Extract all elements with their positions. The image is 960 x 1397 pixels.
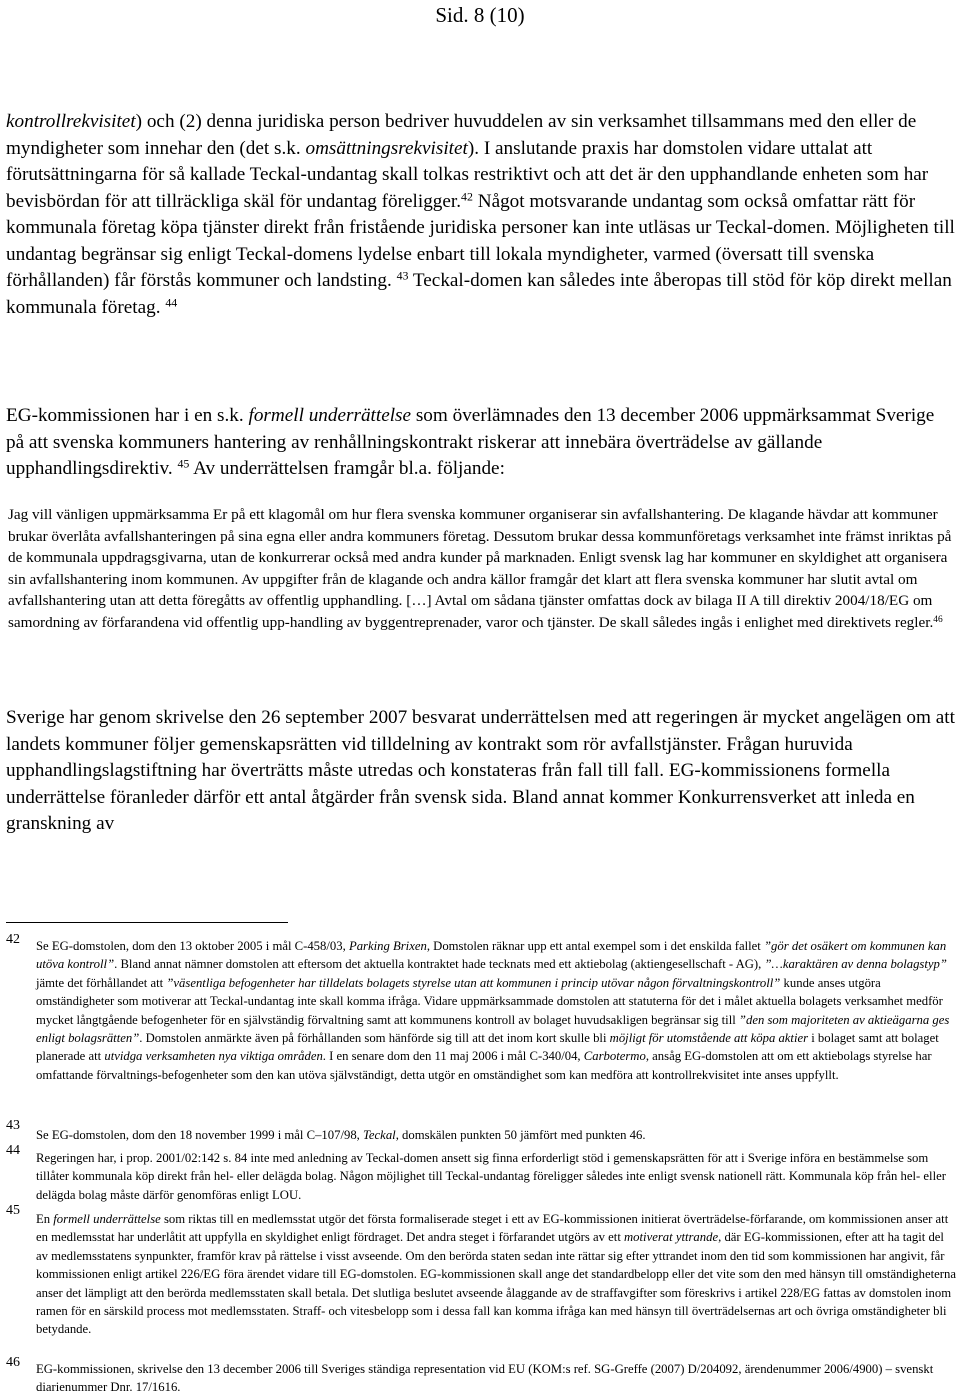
footnote-separator [6,922,288,923]
footnote-ref-42[interactable]: 42 [461,188,473,203]
block-quote: Jag vill vänligen uppmärksamma Er på ett klagomål om hur flera svenska kommuner organiserar sin avfallshantering. De klagande hävdar att kommuner brukar överlåta avfallshanteringen på sina egna eller andra kommuners företag. Dessutom brukar dessa kommunföretags verksamhet inte främst inriktas på de kommunala uppdragsgivarna, utan de konkurrerar också med andra kunder på marknaden. Enligt svensk lag har kommuner en skyldighet att organisera sin avfallshantering inom kommunen. Av uppgifter från de klagande och andra källor framgår det klart att flera svenska kommuner har slutit avtal om avfallshantering utan att detta föregåtts av offentlig upphandling. […] Avtal om sådana tjänster omfattas dock av bilaga II A till direktiv 2004/18/EG om samordning av förfarandena vid offentlig upp-handling av byggentreprenader, varor och tjänster. De skall således ingås i enlighet med direktivets regler.$^{46}$ [8,506,952,631]
paragraph-3: Sverige har genom skrivelse den 26 september 2007 besvarat underrättelsen med att regeringen är mycket angelägen om att landets kommuner följer gemenskapsrätten vid tilldelning av kontrakt som rör avfallstjänster. Frågan huruvida upphandlingslagstiftning har överträtts måste utredas och konstateras från fall till fall. EG-kommissionens formella underrättelse föranleder därför ett antal åtgärder från svensk sida. Bland annat kommer Konkurrensverket att inleda en granskning av [6,707,955,834]
page-number: Sid. 8 (10) [435,3,525,27]
footnote-42: Se EG-domstolen, dom den 13 oktober 2005 i mål C-458/03, Parking Brixen, Domstolen räknar upp ett antal exempel som i det enskilda fallet ”gör det osäkert om kommunen kan utöva kontroll”. Bland annat nämner domstolen att eftersom det aktuella kontraktet hade tecknats med ett aktiebolag (aktiengesellschaft - AG), ”…karaktären av denna bolagstyp” jämte det förhållandet att ”väsentliga befogenheter har tilldelats bolagets styrelse utan att kommunen i princip utövar någon förvaltningskontroll” kunde anses utgöra omständigheter som motiverar att Teckal-undantag inte skall komma ifråga. Vidare uppmärksammade domstolen att statuterna för det i målet aktuella bolagets verksamhet medför mycket långtgående befogenheter för en självständig förvaltning samt att kommunens kontroll av bolaget huvudsakligen begränsar sig till ”den som majoriteten av aktieägarna ges enligt bolagsrätten”. Domstolen anmärkte även på förhållanden som hänförde sig till att det inom kort skulle bli möjligt för utomstående att köpa aktier i bolaget samt att bolaget planerade att utvidga verksamheten nya viktiga områden. I en senare dom den 11 maj 2006 i mål C-340/04, Carbotermo, ansåg EG-domstolen att om ett aktiebolags styrelse har omfattande förvaltnings-befogenheter som den kan utöva självständigt, detta utgör en omständighet som kan medföra att kontrollrekvisitet inte anses uppfyllt. [36,939,950,1082]
footnote-45: En formell underrättelse som riktas till en medlemsstat utgör det första formaliserade steget i ett av EG-kommissionen initierat överträdelse-förfarande, om kommissionen anser att en medlemsstat har underlåtit att uppfylla en skyldighet enligt fördraget. Det andra steget i förfarandet utgörs av ett motiverat yttrande, där EG-kommissionen, efter att ha tagit del av medlemsstatens synpunkter, framför krav på rättelse i visst avseende. Om den berörda staten sedan inte rättar sig efter yttrandet inom den tid som kommissionen har angivit, får kommissionen enligt artikel 226/EG föra ärendet vidare till EG-domstolen. EG-kommissionen skall ange det standardbelopp eller det vite som den med hänsyn till omständigheterna anser det lämpligt att den berörda medlemsstaten skall betala. Det slutliga beslutet avseende ålaggande av de straffavgifter som föreskrivs i artikel 228/EG fattas av domstolen inom ramen för en särskild process mot medlemsstaten. Straff- och vitesbelopp som i dessa fall kan komma ifråga kan med hänsyn till överträdelsernas art och övriga omständigheter bli betydande. [36,1212,956,1337]
term-kontrollrekvisitet: kontrollrekvisitet [6,111,136,132]
footnote-44: Regeringen har, i prop. 2001/02:142 s. 84 inte med anledning av Teckal-domen ansett sig finna erforderligt stöd i gemenskapsrätten för att i Sverige införa en bestämmelse som tillåter kommunala köp direkt från hel- eller delägda bolag. Någon möjlighet till Teckal-undantag föreligger således inte enligt svensk nationell rätt. Kommunala köp från hel- eller delägda bolag måste därför genomföras enligt LOU. [36,1151,946,1202]
footnote-number-44: 44 [6,1143,20,1158]
footnote-ref-43[interactable]: 43 [396,268,409,283]
term-omsattningsrekvisitet: omsättningsrekvisitet [305,137,468,159]
footnote-number-46: 46 [6,1355,20,1370]
paragraph-2: EG-kommissionen har i en s.k. formell underrättelse som överlämnades den 13 december 2006 uppmärksammat Sverige på att svenska kommuners hantering av renhållningskontrakt riskerar att innebära överträdelse av gällande upphandlingsdirektiv. $^{45}$ Av underrättelsen framgår bl.a. följande: [6,405,935,479]
footnote-46: EG-kommissionen, skrivelse den 13 december 2006 till Sveriges ständiga representation vid EU (KOM:s ref. SG-Greffe (2007) D/204092, ärendenummer 2006/4900) – svenskt diarienummer Dnr. 17/1616. [36,1362,934,1395]
footnote-ref-44[interactable]: 44 [165,294,178,309]
footnote-number-43: 43 [6,1118,20,1133]
paragraph-1: kontrollrekvisitet) och (2) denna juridiska person bedriver huvuddelen av sin verksamhet tillsammans med den eller de myndigheter som innehar den (det s.k. omsättningsrekvisitet). I anslutande praxis har domstolen vidare uttalat att förutsättningarna för så kallade Teckal-undantag skall tolkas restriktivt och att det är den upphandlande enheten som har bevisbördan för att tillräckliga skäl för undantag föreligger.$^{42}$ Något motsvarande undantag som också omfattar rätt för kommunala företag köpa tjänster direkt från fristående juridiska personer kan inte utläsas ur Teckal-domen. Möjligheten till undantag begränsar sig enligt Teckal-domens lydelse enbart till lokala myndigheter, varmed (översatt till svenska förhållanden) får förstås kommuner och landsting. $^{43}$ Teckal-domen kan således inte åberopas till stöd för köp direkt mellan kommunala företag. $^{44}$ [6,111,955,318]
footnote-number-42: 42 [6,932,20,947]
footnote-number-45: 45 [6,1203,20,1218]
footnote-43: Se EG-domstolen, dom den 18 november 1999 i mål C–107/98, Teckal, domskälen punkten 50 jämfört med punkten 46. [36,1128,646,1142]
footnote-ref-46[interactable]: 46 [933,614,943,625]
term-formell-underrattelse: formell underrättelse [248,405,412,426]
footnote-ref-45[interactable]: 45 [177,456,190,471]
